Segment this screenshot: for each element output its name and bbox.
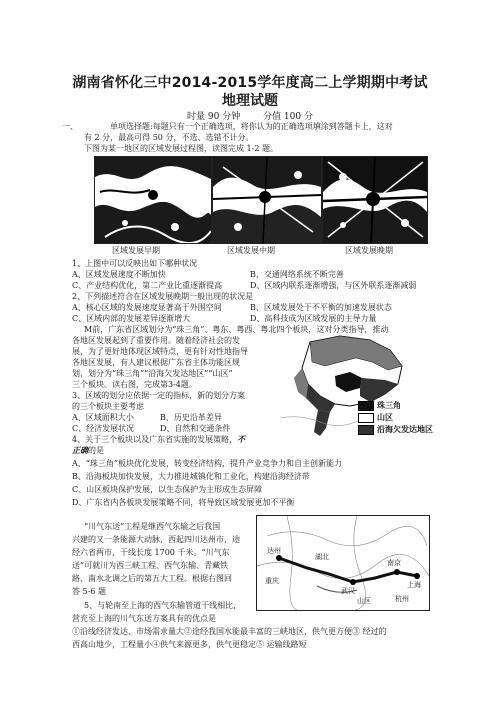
- q3-stem-line2: 的三个板块主要考虑: [72, 402, 144, 411]
- section-instructions-line2: 有 2 分，最高可得 50 分，不选、选错不计分。: [84, 133, 254, 142]
- exam-time-score: 时量 90 分钟 分值 100 分: [187, 112, 313, 122]
- legend-mountain-label: 山区: [377, 412, 393, 422]
- q3-stem-line1: 3、区域的划分应依据一定的指标，新的划分方案: [72, 391, 246, 400]
- section-number: 一、: [62, 122, 78, 131]
- q4-option-c: C、山区板块保护发展，以生态保护为主形成生态屏障: [72, 485, 263, 494]
- passage2-line4: 送”可就川为西三峡工程、西气东输、青藏铁: [72, 561, 229, 570]
- q5-line3: ①沿线经济发达、市场需求量大②途经我国水能最丰富的三峡地区，供气更方便③ 经过的: [72, 627, 387, 636]
- q3-option-d: D、自然和交通条件: [160, 424, 231, 433]
- q4-stem-part2: 的是: [88, 446, 104, 455]
- q4-stem: [72, 434, 245, 445]
- passage2-line2: 兴建的又一条能源大动脉，西起四川达州市，途: [72, 535, 240, 544]
- legend-mountain: [358, 412, 393, 423]
- q2-option-d: D、高科技成为区域发展的主导力量: [250, 314, 377, 323]
- passage2-line1: “川气东送”工程是继西气东输之后我国: [84, 522, 221, 531]
- route-label-mountain: 山区: [357, 597, 371, 605]
- route-label-wuhan: 武汉: [341, 587, 355, 595]
- passage1-line3: 展，为了更好地体现区域特点，更有针对性地指导: [72, 347, 248, 356]
- q1-option-d: D、区域内联系逐渐增强，与区外联系逐渐减弱: [250, 281, 417, 290]
- q4-option-d: D、广东省内各板块发展策略不同，将导致区域发展更加不平衡: [72, 498, 295, 507]
- legend-mountain-swatch: [358, 413, 374, 423]
- q1-option-b: B、交通网络系统不断完善: [250, 270, 344, 279]
- q3-option-b: B、历史沿革差异: [160, 413, 222, 422]
- stage-map-early: [94, 156, 212, 244]
- route-label-shanghai: 上海: [407, 581, 421, 589]
- route-label-dazhou: 达州: [267, 547, 281, 555]
- passage2-line6: 答 5-6 题: [72, 587, 106, 596]
- passage1-line2: 各地区发展起到了重要作用。随着经济社会的发: [72, 336, 240, 345]
- q4-option-b: B、沿海板块加快发展，大力推进城镇化和工业化，构建沿海经济带: [72, 472, 310, 481]
- passage2-line3: 经六省两市，干线长度 1700 千米。“川气东: [72, 548, 230, 557]
- stage-map-late: [322, 156, 428, 244]
- q1-option-a: A、区域发展速度不断加快: [72, 270, 166, 279]
- legend-coastal-swatch: [358, 425, 374, 435]
- q1-stem: 1、上图中可以反映出如下哪种状况: [72, 259, 198, 268]
- legend-coastal: [358, 424, 433, 435]
- route-label-chongqing: 重庆: [265, 577, 279, 585]
- stage-map-early-graphic: [95, 157, 211, 243]
- q4-option-a: A、“珠三角”板块优化发展，转变经济结构，提升产业竞争力和自主创新能力: [72, 459, 342, 468]
- stage-map-late-graphic: [323, 157, 427, 243]
- pipeline-route-map: [256, 515, 430, 611]
- stage-map-middle-graphic: [213, 157, 321, 243]
- passage1-line1: M前，广东省区域划分为“珠三角”、粤东、粤西、粤北四个板块，这对分类指导，推动: [84, 325, 389, 334]
- q5-line4: 西高山地少，工程量小④供气来源更多，供气更稳定⑤ 运输线路短: [72, 640, 307, 649]
- section-intro: 下图为某一地区的区域发展过程图，读图完成 1-2 题。: [84, 144, 278, 153]
- exam-subject-title: 地理试题: [222, 93, 278, 109]
- passage1-line6: 三个板块。读右图，完成第3-4题。: [72, 380, 197, 389]
- section-instructions-line1: 单项选择题:每题只有一个正确选项，将你认为的正确选项填涂到答题卡上，这对: [110, 122, 393, 131]
- q2-option-c: C、区域内部的发展差异逐渐增大: [72, 314, 191, 323]
- stage-map-middle-label: 区域发展中期: [227, 246, 275, 255]
- passage1-line5: 划，划分为“珠三角”“沿海欠发达地区”“山区”: [72, 369, 233, 378]
- q5-line1: 5、与轮南至上海的西气东输管道干线相比，: [84, 601, 242, 610]
- passage1-line4: 各地区发展，有人建议根据广东省主体功能区规: [72, 358, 240, 367]
- q4-stem-not: 不: [237, 434, 246, 444]
- legend-pearl-delta-swatch: [358, 401, 374, 411]
- q5-line2: 营充至上海的川气东送方案具有的优点是: [72, 614, 216, 623]
- q2-option-a: A、核心区域的发展速度显著高于外围空间: [72, 303, 222, 312]
- q3-option-a: A、区域面积大小: [72, 413, 134, 422]
- stage-map-early-label: 区域发展早期: [112, 246, 160, 255]
- guangdong-region-map: [280, 332, 433, 440]
- q4-stem-part1: 4、关于三个板块以及广东省实施的发展策略，: [72, 435, 238, 444]
- q2-option-b: B、区域发展处于不平衡的加速发展状态: [250, 303, 392, 312]
- q4-stem-correct: 正确: [72, 445, 88, 455]
- passage2-line5: 路、南水北调之后的第五大工程。根据右图回: [72, 574, 232, 583]
- q4-stem-cont: [72, 445, 104, 456]
- legend-pearl-delta: [358, 400, 401, 411]
- q3-option-c: C、经济发展状况: [72, 424, 135, 433]
- route-label-hubei: 湖北: [315, 553, 329, 561]
- stage-map-late-label: 区域发展晚期: [345, 246, 393, 255]
- exam-title: 湖南省怀化三中2014-2015学年度高二上学期期中考试: [72, 75, 428, 91]
- legend-pearl-delta-label: 珠三角: [377, 400, 401, 410]
- q2-stem: 2、下列描述符合在区域发展晚期一般出现的状况是: [72, 292, 254, 301]
- route-label-nanjing: 南京: [387, 559, 401, 567]
- legend-coastal-label: 沿海欠发达地区: [377, 424, 433, 434]
- stage-map-middle: [212, 156, 322, 244]
- q1-option-c: C、产业结构优化，第二产业比重逐渐提高: [72, 281, 223, 290]
- route-label-hangzhou: 杭州: [395, 595, 409, 603]
